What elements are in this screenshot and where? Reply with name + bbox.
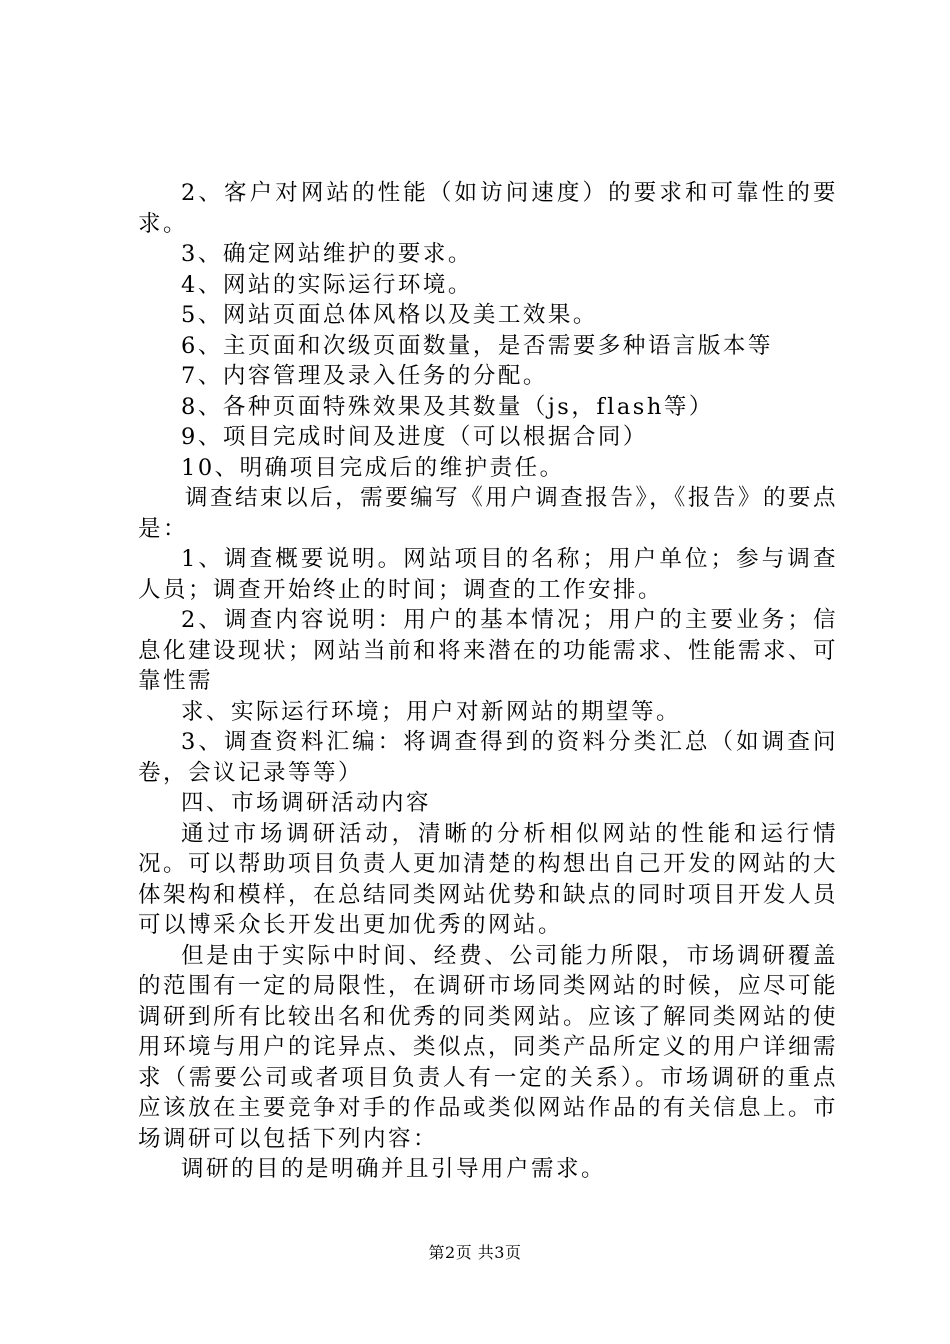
- paragraph: 3、确定网站维护的要求。: [181, 241, 473, 267]
- paragraph: 2、调查内容说明：用户的基本情况；用户的主要业务；信息化建设现状；网站当前和将来潜在的功能需求、性能需求、可靠性需: [138, 607, 839, 694]
- paragraph: 4、网站的实际运行环境。: [181, 271, 473, 298]
- paragraph: 10、明确项目完成后的维护责任。: [181, 454, 565, 481]
- paragraph: 1、调查概要说明。网站项目的名称；用户单位；参与调查人员；调查开始终止的时间；调查的工作安排。: [138, 546, 838, 603]
- paragraph: 但是由于实际中时间、经费、公司能力所限，市场调研覆盖的范围有一定的局限性，在调研市场同类网站的时候，应尽可能调研到所有比较出名和优秀的同类网站。应该了解同类网站的使用环境与用户的诧异点、类似点，同类产品所定义的用户详细需求（需要公司或者项目负责人有一定的关系）。市场调研的重点应该放在主要竞争对手的作品或类似网站作品的有关信息上。市场调研可以包括下列内容：: [138, 942, 839, 1152]
- paragraph: 7、内容管理及录入任务的分配。: [181, 363, 548, 389]
- section-heading: 四、市场调研活动内容: [181, 790, 432, 816]
- paragraph: 通过市场调研活动，清晰的分析相似网站的性能和运行情况。可以帮助项目负责人更加清楚的构想出自己开发的网站的大体架构和模样，在总结同类网站优势和缺点的同时项目开发人员可以博采众长开发出更加优秀的网站。: [138, 820, 839, 938]
- paragraph: 9、项目完成时间及进度（可以根据合同）: [181, 424, 648, 450]
- paragraph: 8、各种页面特殊效果及其数量（js，flash等）: [181, 393, 714, 420]
- paragraph: 3、调查资料汇编：将调查得到的资料分类汇总（如调查问卷，会议记录等等）: [138, 729, 838, 786]
- paragraph: 5、网站页面总体风格以及美工效果。: [181, 302, 598, 328]
- paragraph: 6、主页面和次级页面数量，是否需要多种语言版本等: [181, 332, 773, 359]
- paragraph: 2、客户对网站的性能（如访问速度）的要求和可靠性的要求。: [138, 180, 838, 237]
- page-number-footer: 第2页 共3页: [428, 1243, 522, 1262]
- paragraph: 调查结束以后，需要编写《用户调查报告》，《报告》的要点是：: [138, 485, 838, 542]
- paragraph: 求、实际运行环境；用户对新网站的期望等。: [181, 698, 682, 725]
- paragraph: 调研的目的是明确并且引导用户需求。: [181, 1156, 607, 1182]
- document-body: [138, 178, 838, 1185]
